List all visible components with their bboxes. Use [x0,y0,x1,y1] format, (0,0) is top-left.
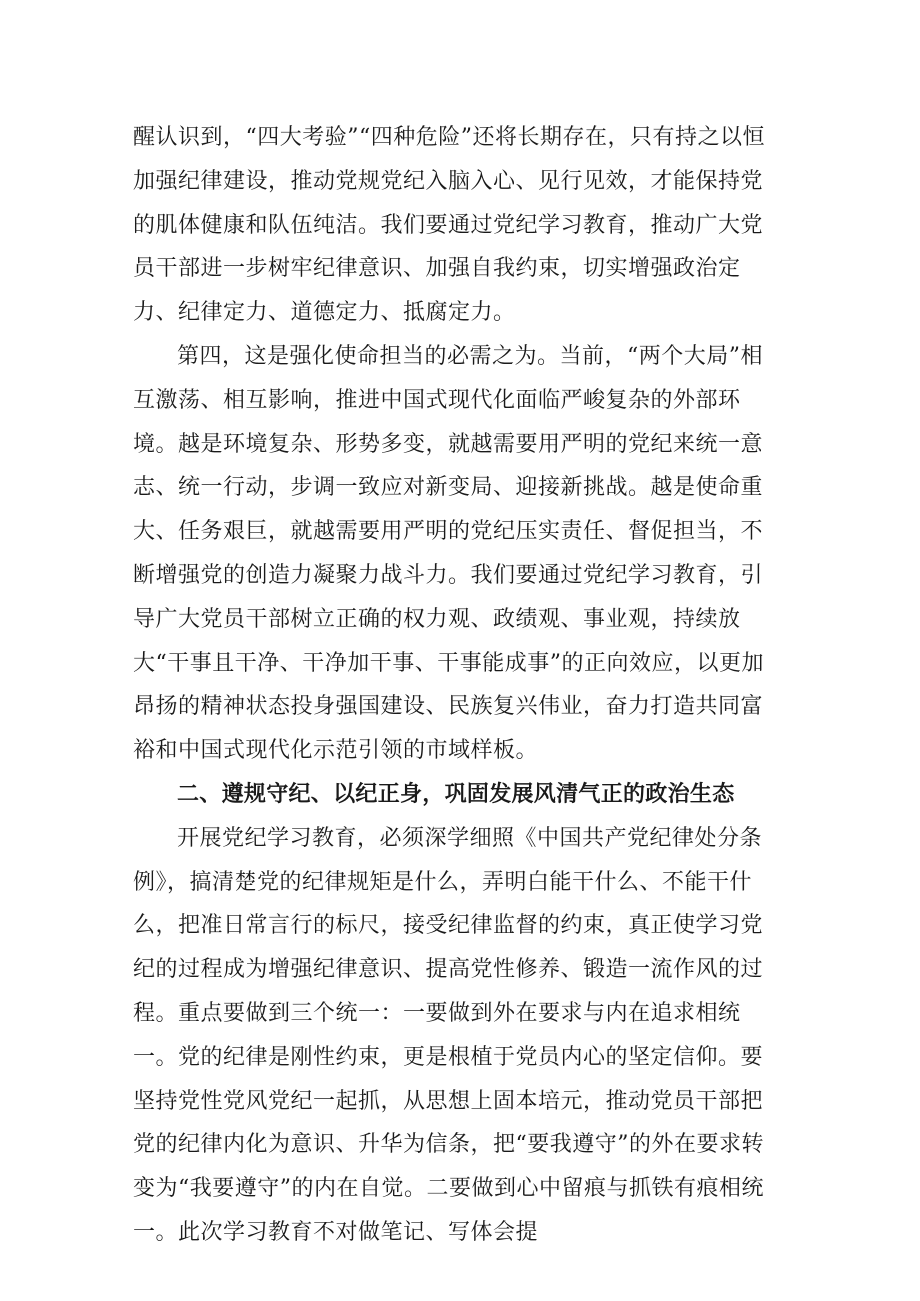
paragraph-fourth-point: 第四，这是强化使命担当的必需之为。当前，“两个大局”相互激荡、相互影响，推进中国式现代化面临严峻复杂的外部环境。越是环境复杂、形势多变，就越需要用严明的党纪来统一意志、统一行动，步调一致应对新变局、迎接新挑战。越是使命重大、任务艰巨，就越需要用严明的党纪压实责任、督促担当，不断增强党的创造力凝聚力战斗力。我们要通过党纪学习教育，引导广大党员干部树立正确的权力观、政绩观、事业观，持续放大“干事且干净、干净加干事、干事能成事”的正向效应，以更加昂扬的精神状态投身强国建设、民族复兴伟业，奋力打造共同富裕和中国式现代化示范引领的市域样板。 [133,343,764,764]
paragraph-continuation: 醒认识到，“四大考验”“四种危险”还将长期存在，只有持之以恒加强纪律建设，推动党规党纪入脑入心、见行见效，才能保持党的肌体健康和队伍纯洁。我们要通过党纪学习教育，推动广大党员干部进一步树牢纪律意识、加强自我约束，切实增强政治定力、纪律定力、道德定力、抵腐定力。 [133,125,765,326]
paragraph-discipline-study: 开展党纪学习教育，必须深学细照《中国共产党纪律处分条例》，搞清楚党的纪律规矩是什么，弄明白能干什么、不能干什么，把准日常言行的标尺，接受纪律监督的约束，真正使学习党纪的过程成为增强纪律意识、提高党性修养、锻造一流作风的过程。重点要做到三个统一：一要做到外在要求与内在追求相统一。党的纪律是刚性约束，更是根植于党员内心的坚定信仰。要坚持党性党风党纪一起抓，从思想上固本培元，推动党员干部把党的纪律内化为意识、升华为信条，把“要我遵守”的外在要求转变为“我要遵守”的内在自觉。二要做到心中留痕与抓铁有痕相统一。此次学习教育不对做笔记、写体会提 [133,825,764,1245]
document-body [133,116,783,1255]
section-heading: 二、遵规守纪、以纪正身，巩固发展风清气正的政治生态 [177,781,735,807]
